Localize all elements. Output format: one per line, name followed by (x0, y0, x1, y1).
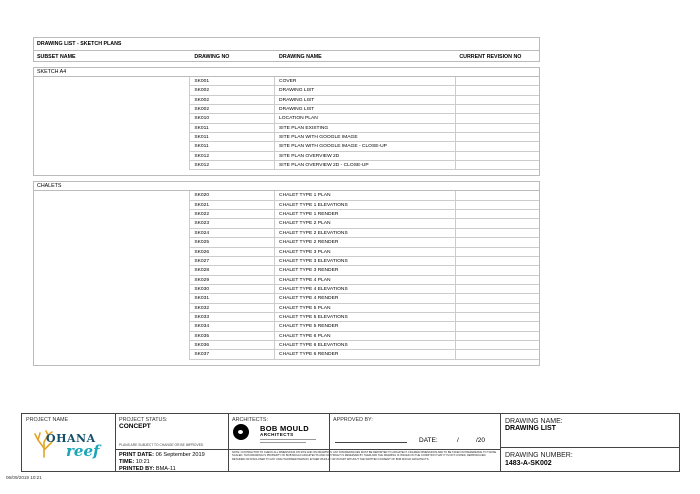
drawing-group (33, 67, 540, 176)
drawing-name-cell: DRAWING LIST (275, 86, 456, 95)
drawing-name-cell: CHALET TYPE 6 ELEVATIONS (275, 341, 456, 350)
column-header-drawing-name: DRAWING NAME (279, 54, 322, 60)
table-row (34, 114, 539, 123)
drawing-name-cell: DRAWING LIST (275, 96, 456, 105)
drawing-name-cell: CHALET TYPE 3 PLAN (275, 248, 456, 257)
drawing-name-cell: CHALET TYPE 1 ELEVATIONS (275, 201, 456, 210)
time-value: 10:21 (135, 459, 150, 465)
architect-logo-icon (233, 424, 249, 440)
subset-cell (34, 266, 190, 275)
revision-cell (456, 124, 539, 133)
group-rows (33, 190, 540, 359)
printed-by-value: BMA-11 (155, 466, 176, 472)
drawing-no-cell: SK025 (190, 238, 275, 247)
drawing-number-label: DRAWING NUMBER: (505, 452, 573, 459)
architect-name: BOB MOULD (260, 424, 309, 433)
column-header-subset: SUBSET NAME (37, 54, 76, 60)
table-row (34, 304, 539, 313)
revision-cell (456, 229, 539, 238)
table-row (34, 77, 539, 86)
drawing-no-cell: SK024 (190, 229, 275, 238)
subset-cell (34, 133, 190, 142)
table-row (34, 285, 539, 294)
table-row (34, 86, 539, 95)
drawing-no-cell: SK002 (190, 105, 275, 114)
subset-cell (34, 124, 190, 133)
print-date-value: 06 September 2019 (155, 452, 205, 458)
drawing-name-cell: CHALET TYPE 5 ELEVATIONS (275, 313, 456, 322)
drawing-no-cell: SK035 (190, 332, 275, 341)
drawing-name-cell: CHALET TYPE 4 RENDER (275, 294, 456, 303)
table-row (34, 332, 539, 341)
revision-cell (456, 285, 539, 294)
table-row (34, 124, 539, 133)
printed-by-label: PRINTED BY: (119, 466, 155, 472)
divider (229, 449, 500, 450)
table-row (34, 276, 539, 285)
drawing-no-cell: SK002 (190, 86, 275, 95)
group-name: CHALETS (33, 181, 540, 190)
subset-cell (34, 191, 190, 200)
drawing-no-cell: SK031 (190, 294, 275, 303)
drawing-name-cell: CHALET TYPE 3 RENDER (275, 266, 456, 275)
table-row (34, 313, 539, 322)
table-row (34, 210, 539, 219)
note-label: NOTE: (232, 451, 240, 454)
drawing-info-cell (501, 414, 679, 471)
print-date-label: PRINT DATE: (119, 452, 155, 458)
drawing-number-value: 1483-A-SK002 (505, 460, 552, 467)
revision-cell (456, 238, 539, 247)
revision-cell (456, 332, 539, 341)
drawing-no-cell: SK010 (190, 114, 275, 123)
drawing-no-cell: SK012 (190, 152, 275, 161)
architect-subname: ARCHITECTS (260, 432, 294, 437)
architect-contact (260, 438, 316, 443)
table-row (34, 341, 539, 350)
revision-cell (456, 152, 539, 161)
drawing-no-cell: SK021 (190, 201, 275, 210)
subset-cell (34, 229, 190, 238)
table-row (34, 266, 539, 275)
drawing-no-cell: SK033 (190, 313, 275, 322)
time-label: TIME: (119, 459, 135, 465)
project-status-cell (116, 414, 229, 471)
approved-by-label: APPROVED BY: (333, 417, 373, 423)
note-text: CONTRACTOR TO CHECK ALL DIMENSIONS ON SITE AND ON DRAWINGS. ANY DISCREPANCIES MUST BE REPORTED TO ARCHITECT. FIGURED DIMENSIONS ARE TO BE TAKEN IN PREFERENCE TO THOSE SCALED. THIS DRAWING IS PROPERTY OF BOB MOULD ARCHITECTS AND COPYRIGHT IS RESERVED BY THEM AND THE DRAWING IS ISSUED ON THE CONDITION THAT IT IS NOT COPIED, REPRODUCED, RETAINED OR DISCLOSED TO ANY UNAUTHORISED PERSON, EITHER WHOLLY OR IN PART WITHOUT THE WRITTEN CONSENT OF BOB MOULD ARCHITECTS. (232, 451, 497, 461)
subset-cell (34, 77, 190, 86)
status-label: PROJECT STATUS: (119, 417, 168, 423)
print-timestamp: 06/09/2019 10:21 (6, 475, 42, 480)
drawing-name-cell: SITE PLAN WITH GOOGLE IMAGE (275, 133, 456, 142)
column-header-revision: CURRENT REVISION NO (459, 54, 522, 60)
drawing-no-cell: SK036 (190, 341, 275, 350)
table-row (34, 142, 539, 151)
subset-cell (34, 210, 190, 219)
subset-cell (34, 114, 190, 123)
table-row (34, 350, 539, 359)
drawing-no-cell: SK027 (190, 257, 275, 266)
drawing-name-label: DRAWING NAME: (505, 418, 563, 425)
drawing-no-cell: SK030 (190, 285, 275, 294)
revision-cell (456, 304, 539, 313)
subset-cell (34, 276, 190, 285)
revision-cell (456, 210, 539, 219)
drawing-list-table (33, 37, 540, 366)
revision-cell (456, 133, 539, 142)
revision-cell (456, 313, 539, 322)
subset-cell (34, 86, 190, 95)
drawing-name-cell: CHALET TYPE 5 RENDER (275, 322, 456, 331)
subset-cell (34, 304, 190, 313)
drawing-name-cell: DRAWING LIST (275, 105, 456, 114)
logo-text-reef: reef (66, 442, 100, 460)
approval-cell (330, 414, 501, 471)
drawing-no-cell: SK011 (190, 133, 275, 142)
drawing-name-cell: CHALET TYPE 1 PLAN (275, 191, 456, 200)
drawing-no-cell: SK011 (190, 142, 275, 151)
logo-text-ohana: OHANA (46, 432, 96, 445)
table-row (34, 257, 539, 266)
subset-cell (34, 350, 190, 359)
subset-cell (34, 313, 190, 322)
subset-cell (34, 257, 190, 266)
revision-cell (456, 96, 539, 105)
table-row (34, 152, 539, 161)
group-name: SKETCH A4 (33, 67, 540, 76)
date-year: /20 (476, 437, 486, 444)
revision-cell (456, 161, 539, 170)
drawing-name-cell: LOCATION PLAN (275, 114, 456, 123)
revision-cell (456, 77, 539, 86)
subset-cell (34, 238, 190, 247)
drawing-name-cell: CHALET TYPE 6 RENDER (275, 350, 456, 359)
group-footer (33, 170, 540, 176)
print-info (119, 452, 205, 473)
drawing-no-cell: SK029 (190, 276, 275, 285)
subset-cell (34, 142, 190, 151)
table-row (34, 161, 539, 170)
subset-cell (34, 105, 190, 114)
drawing-no-cell: SK011 (190, 124, 275, 133)
revision-cell (456, 201, 539, 210)
project-logo (32, 426, 112, 466)
revision-cell (456, 86, 539, 95)
table-row (34, 201, 539, 210)
table-row (34, 294, 539, 303)
subset-cell (34, 152, 190, 161)
revision-cell (456, 219, 539, 228)
revision-cell (456, 341, 539, 350)
drawing-name-cell: SITE PLAN OVERVIEW 2D (275, 152, 456, 161)
group-footer (33, 360, 540, 366)
drawing-name-cell: CHALET TYPE 4 PLAN (275, 276, 456, 285)
subset-cell (34, 341, 190, 350)
drawing-name-value: DRAWING LIST (505, 425, 556, 432)
drawing-name-cell: CHALET TYPE 2 RENDER (275, 238, 456, 247)
status-value: CONCEPT (119, 423, 151, 430)
subset-cell (34, 219, 190, 228)
subset-cell (34, 248, 190, 257)
drawing-name-cell: SITE PLAN OVERVIEW 2D - CLOSE-UP (275, 161, 456, 170)
drawing-name-cell: CHALET TYPE 6 PLAN (275, 332, 456, 341)
revision-cell (456, 294, 539, 303)
divider (116, 449, 228, 450)
drawing-no-cell: SK001 (190, 77, 275, 86)
subset-cell (34, 96, 190, 105)
table-row (34, 219, 539, 228)
group-rows (33, 76, 540, 170)
project-name-cell (22, 414, 116, 471)
date-separator: / (457, 437, 459, 444)
signature-line (335, 442, 407, 443)
table-row (34, 229, 539, 238)
revision-cell (456, 105, 539, 114)
subset-cell (34, 332, 190, 341)
table-row (34, 248, 539, 257)
drawing-name-cell: CHALET TYPE 2 ELEVATIONS (275, 229, 456, 238)
drawing-no-cell: SK037 (190, 350, 275, 359)
column-header-drawing-no: DRAWING NO (194, 54, 230, 60)
architects-label: ARCHITECTS: (232, 417, 268, 423)
revision-cell (456, 142, 539, 151)
table-row (34, 322, 539, 331)
drawing-name-cell: CHALET TYPE 4 ELEVATIONS (275, 285, 456, 294)
drawing-no-cell: SK002 (190, 96, 275, 105)
table-title: DRAWING LIST - SKETCH PLANS (33, 37, 540, 50)
drawing-no-cell: SK012 (190, 161, 275, 170)
table-header (33, 50, 540, 62)
drawing-name-cell: CHALET TYPE 5 PLAN (275, 304, 456, 313)
revision-cell (456, 257, 539, 266)
revision-cell (456, 248, 539, 257)
architects-cell (229, 414, 330, 471)
drawing-name-cell: COVER (275, 77, 456, 86)
drawing-name-cell: SITE PLAN EXISTING (275, 124, 456, 133)
revision-cell (456, 114, 539, 123)
drawing-groups (33, 67, 540, 366)
title-block (21, 413, 680, 472)
subset-cell (34, 201, 190, 210)
divider (501, 447, 679, 448)
table-row (34, 105, 539, 114)
drawing-name-cell: CHALET TYPE 1 RENDER (275, 210, 456, 219)
subset-cell (34, 285, 190, 294)
drawing-no-cell: SK034 (190, 322, 275, 331)
drawing-no-cell: SK032 (190, 304, 275, 313)
drawing-name-cell: SITE PLAN WITH GOOGLE IMAGE - CLOSE-UP (275, 142, 456, 151)
drawing-no-cell: SK020 (190, 191, 275, 200)
status-note: PLANS ARE SUBJECT TO CHANGE OR BE IMPROVED (119, 443, 204, 447)
revision-cell (456, 266, 539, 275)
table-row (34, 96, 539, 105)
subset-cell (34, 322, 190, 331)
project-name-label: PROJECT NAME (26, 417, 69, 423)
drawing-name-cell: CHALET TYPE 2 PLAN (275, 219, 456, 228)
revision-cell (456, 191, 539, 200)
revision-cell (456, 276, 539, 285)
drawing-no-cell: SK028 (190, 266, 275, 275)
table-row (34, 238, 539, 247)
drawing-name-cell: CHALET TYPE 3 ELEVATIONS (275, 257, 456, 266)
revision-cell (456, 350, 539, 359)
disclaimer-note (232, 451, 498, 461)
date-label: DATE: (419, 437, 438, 444)
drawing-no-cell: SK022 (190, 210, 275, 219)
drawing-group (33, 181, 540, 365)
table-row (34, 191, 539, 200)
drawing-no-cell: SK026 (190, 248, 275, 257)
drawing-no-cell: SK023 (190, 219, 275, 228)
subset-cell (34, 294, 190, 303)
subset-cell (34, 161, 190, 170)
revision-cell (456, 322, 539, 331)
table-row (34, 133, 539, 142)
